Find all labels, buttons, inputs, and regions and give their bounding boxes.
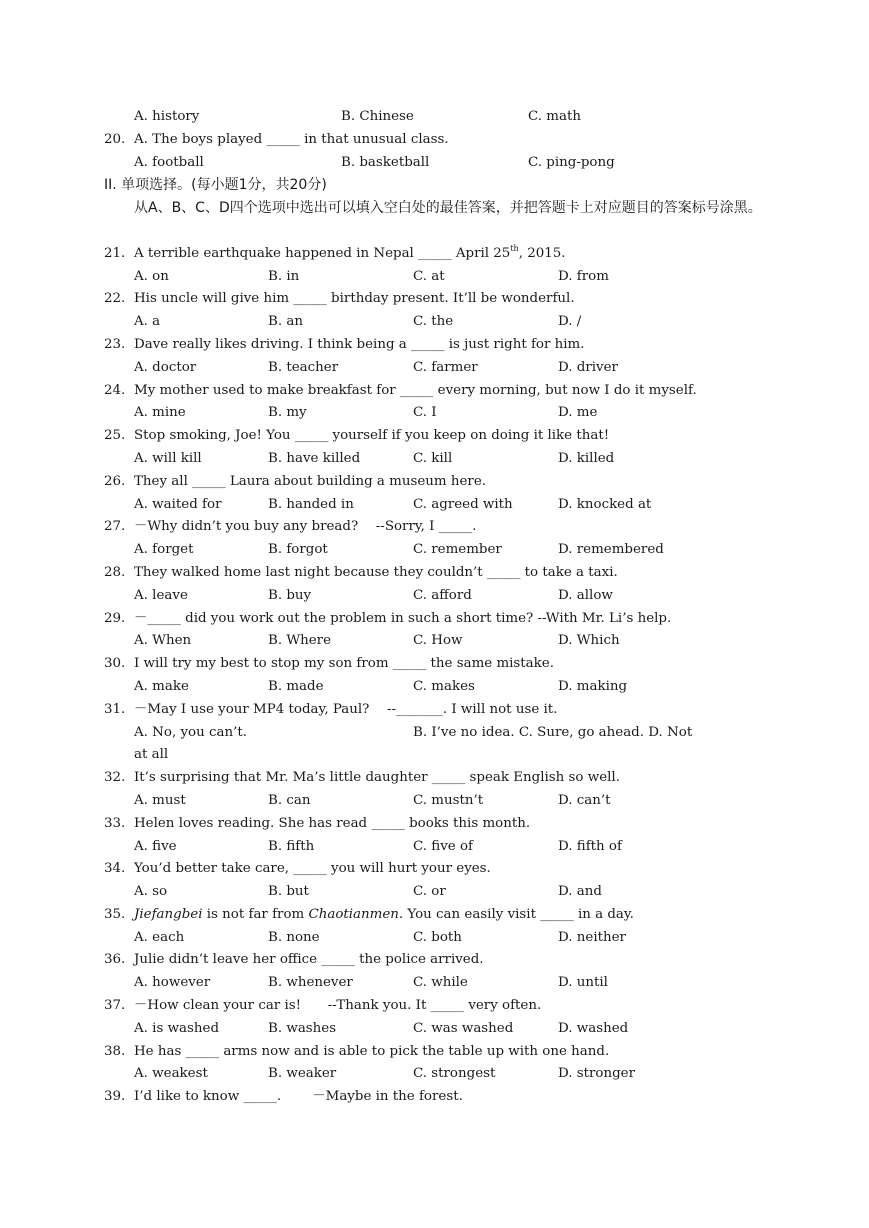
option-d: D. until	[558, 975, 608, 991]
question-number: 34.	[104, 861, 126, 877]
question-stem: －How clean your car is! --Thank you. It _____ very often.	[134, 998, 542, 1014]
option-b: B. made	[268, 678, 324, 694]
q23-stem	[0, 334, 869, 357]
option-c: C. the	[413, 314, 454, 330]
option-c: C. How	[413, 633, 463, 649]
option-d-continued: at all	[134, 747, 169, 763]
q27-stem	[0, 516, 869, 539]
option-a: A. each	[134, 929, 185, 945]
question-number: 22.	[104, 291, 126, 307]
option-a: A. make	[134, 678, 189, 694]
option-d: D. Which	[558, 633, 620, 649]
option-d: D. stronger	[558, 1066, 636, 1082]
question-number: 24.	[104, 382, 126, 398]
q34-options	[0, 881, 869, 904]
stem-text-end: , 2015.	[518, 245, 566, 261]
question-stem: Julie didn’t leave her office _____ the police arrived.	[134, 952, 484, 968]
question-number: 33.	[104, 815, 126, 831]
q19-options	[0, 106, 869, 129]
section-instruction-line	[0, 197, 869, 243]
question-number: 36.	[104, 952, 126, 968]
stem-text-end: . You can easily visit _____ in a day.	[398, 906, 634, 922]
option-d: D. neither	[558, 929, 626, 945]
question-stem: Helen loves reading. She has read _____ books this month.	[134, 815, 531, 831]
option-c: C. kill	[413, 450, 453, 466]
option-b: B. washes	[268, 1020, 337, 1036]
option-a: A. must	[134, 792, 186, 808]
question-number: 29.	[104, 610, 126, 626]
q26-stem	[0, 471, 869, 494]
option-c: C. I	[413, 405, 437, 421]
option-c: C. both	[413, 929, 462, 945]
q33-options	[0, 836, 869, 859]
option-b: B. fifth	[268, 838, 315, 854]
option-a: A. however	[134, 975, 211, 991]
option-a: A. weakest	[134, 1066, 208, 1082]
question-stem: He has _____ arms now and is able to pick the table up with one hand.	[134, 1043, 610, 1059]
option-b: B. can	[268, 792, 311, 808]
q37-stem	[0, 995, 869, 1018]
option-a: A. on	[134, 268, 169, 284]
q28-stem	[0, 562, 869, 585]
option-c: C. afford	[413, 587, 472, 603]
option-d: D. can’t	[558, 792, 611, 808]
question-number: 26.	[104, 473, 126, 489]
question-number: 39.	[104, 1089, 126, 1105]
option-b: B. forgot	[268, 542, 328, 558]
option-c: C. at	[413, 268, 445, 284]
question-stem: －May I use your MP4 today, Paul? --_______. I will not use it.	[134, 701, 558, 717]
question-number: 32.	[104, 770, 126, 786]
option-d: D. knocked at	[558, 496, 652, 512]
q20-options	[0, 152, 869, 175]
option-d: D. fifth of	[558, 838, 622, 854]
question-stem: I will try my best to stop my son from _____ the same mistake.	[134, 656, 554, 672]
q32-stem	[0, 767, 869, 790]
option-d: D. me	[558, 405, 598, 421]
q21-options	[0, 266, 869, 289]
question-stem: A. The boys played _____ in that unusual class.	[134, 131, 449, 147]
question-stem: It’s surprising that Mr. Ma’s little daughter _____ speak English so well.	[134, 770, 620, 786]
question-number: 30.	[104, 656, 126, 672]
option-c: C. math	[528, 109, 581, 124]
q22-stem	[0, 288, 869, 311]
q38-options	[0, 1063, 869, 1086]
option-a: A. mine	[134, 405, 186, 421]
option-a: A. will kill	[134, 450, 202, 466]
q23-options	[0, 357, 869, 380]
question-stem: －Why didn’t you buy any bread? --Sorry, I _____.	[134, 519, 477, 535]
q31-options-cont	[0, 744, 869, 767]
option-a: A. history	[134, 109, 200, 124]
option-d: D. killed	[558, 450, 615, 466]
q33-stem	[0, 813, 869, 836]
option-d: D. allow	[558, 587, 613, 603]
option-c: C. remember	[413, 542, 502, 558]
ordinal-suffix: th	[510, 243, 519, 253]
option-c: C. agreed with	[413, 496, 513, 512]
option-b: B. my	[268, 405, 307, 421]
option-a: A. No, you can’t.	[134, 724, 247, 740]
option-c: C. strongest	[413, 1066, 496, 1082]
question-stem: Dave really likes driving. I think being a _____ is just right for him.	[134, 336, 585, 352]
option-b: B. Chinese	[341, 109, 414, 124]
question-number: 38.	[104, 1043, 126, 1059]
q31-options	[0, 722, 869, 745]
option-b: B. whenever	[268, 975, 353, 991]
question-number: 31.	[104, 701, 126, 717]
section-title: II. 单项选择。(每小题1分，共20分)	[104, 177, 327, 194]
option-b: B. have killed	[268, 450, 361, 466]
q20-stem	[0, 129, 869, 152]
option-a: A. a	[134, 314, 161, 330]
q35-stem	[0, 904, 869, 927]
question-number: 25.	[104, 428, 126, 444]
q36-stem	[0, 949, 869, 972]
option-d: D. driver	[558, 359, 618, 375]
question-stem: His uncle will give him _____ birthday present. It’ll be wonderful.	[134, 291, 575, 307]
option-c: C. five of	[413, 838, 473, 854]
question-number: 20.	[104, 131, 126, 147]
option-b: B. handed in	[268, 496, 354, 512]
option-c: C. farmer	[413, 359, 478, 375]
option-d: D. and	[558, 884, 602, 900]
option-b: B. teacher	[268, 359, 339, 375]
stem-text: A terrible earthquake happened in Nepal _____ April 25	[134, 245, 511, 261]
q29-options	[0, 630, 869, 653]
q29-stem	[0, 608, 869, 631]
place-name: Jiefangbei	[134, 906, 203, 922]
option-a: A. forget	[134, 542, 194, 558]
section-instruction: 从A、B、C、D四个选项中选出可以填入空白处的最佳答案，并把答题卡上对应题目的答案标号涂黑。	[134, 200, 762, 217]
option-c: C. mustn’t	[413, 792, 484, 808]
option-d: D. from	[558, 268, 609, 284]
question-number: 27.	[104, 519, 126, 535]
question-number: 35.	[104, 906, 126, 922]
question-stem: －_____ did you work out the problem in such a short time? --With Mr. Li’s help.	[134, 610, 672, 626]
exam-page	[0, 106, 869, 1109]
option-a: A. waited for	[134, 496, 222, 512]
q25-options	[0, 448, 869, 471]
q30-stem	[0, 653, 869, 676]
option-d: D. /	[558, 314, 582, 330]
option-c: C. while	[413, 975, 468, 991]
q32-options	[0, 790, 869, 813]
stem-text: is not far from	[202, 906, 309, 922]
option-a: A. five	[134, 838, 177, 854]
question-number: 21.	[104, 245, 126, 261]
option-b: B. weaker	[268, 1066, 337, 1082]
option-a: A. so	[134, 884, 168, 900]
q31-stem	[0, 699, 869, 722]
option-a: A. leave	[134, 587, 188, 603]
section-title-line	[0, 174, 869, 197]
option-a: A. is washed	[134, 1020, 220, 1036]
option-b: B. but	[268, 884, 309, 900]
q28-options	[0, 585, 869, 608]
option-d: D. making	[558, 678, 628, 694]
option-a: A. When	[134, 633, 192, 649]
question-stem: You’d better take care, _____ you will hurt your eyes.	[134, 861, 491, 877]
option-c: C. or	[413, 884, 446, 900]
question-stem: My mother used to make breakfast for _____ every morning, but now I do it myself.	[134, 382, 697, 398]
option-d: D. remembered	[558, 542, 664, 558]
place-name: Chaotianmen	[308, 906, 399, 922]
option-a: A. doctor	[134, 359, 197, 375]
option-a: A. football	[134, 154, 204, 170]
option-b: B. none	[268, 929, 320, 945]
question-number: 37.	[104, 998, 126, 1014]
q21-stem	[0, 243, 869, 266]
q35-options	[0, 927, 869, 950]
q37-options	[0, 1018, 869, 1041]
q34-stem	[0, 858, 869, 881]
question-stem	[134, 243, 566, 266]
question-stem: They all _____ Laura about building a museum here.	[134, 473, 486, 489]
question-stem: I’d like to know _____. －Maybe in the forest.	[134, 1089, 463, 1105]
q24-options	[0, 402, 869, 425]
option-b: B. an	[268, 314, 303, 330]
q30-options	[0, 676, 869, 699]
q36-options	[0, 972, 869, 995]
option-c: C. was washed	[413, 1020, 514, 1036]
option-bcd: B. I’ve no idea. C. Sure, go ahead. D. Not	[413, 724, 693, 740]
option-b: B. basketball	[341, 154, 430, 170]
q22-options	[0, 311, 869, 334]
question-number: 23.	[104, 336, 126, 352]
q38-stem	[0, 1041, 869, 1064]
question-stem	[134, 904, 634, 927]
q26-options	[0, 494, 869, 517]
option-b: B. in	[268, 268, 300, 284]
option-d: D. washed	[558, 1020, 629, 1036]
question-stem: They walked home last night because they couldn’t _____ to take a taxi.	[134, 564, 618, 580]
question-number: 28.	[104, 564, 126, 580]
question-stem: Stop smoking, Joe! You _____ yourself if you keep on doing it like that!	[134, 428, 610, 444]
q24-stem	[0, 380, 869, 403]
option-b: B. Where	[268, 633, 331, 649]
q25-stem	[0, 425, 869, 448]
option-c: C. ping-pong	[528, 154, 615, 170]
option-c: C. makes	[413, 678, 475, 694]
q39-stem	[0, 1086, 869, 1109]
option-b: B. buy	[268, 587, 312, 603]
q27-options	[0, 539, 869, 562]
